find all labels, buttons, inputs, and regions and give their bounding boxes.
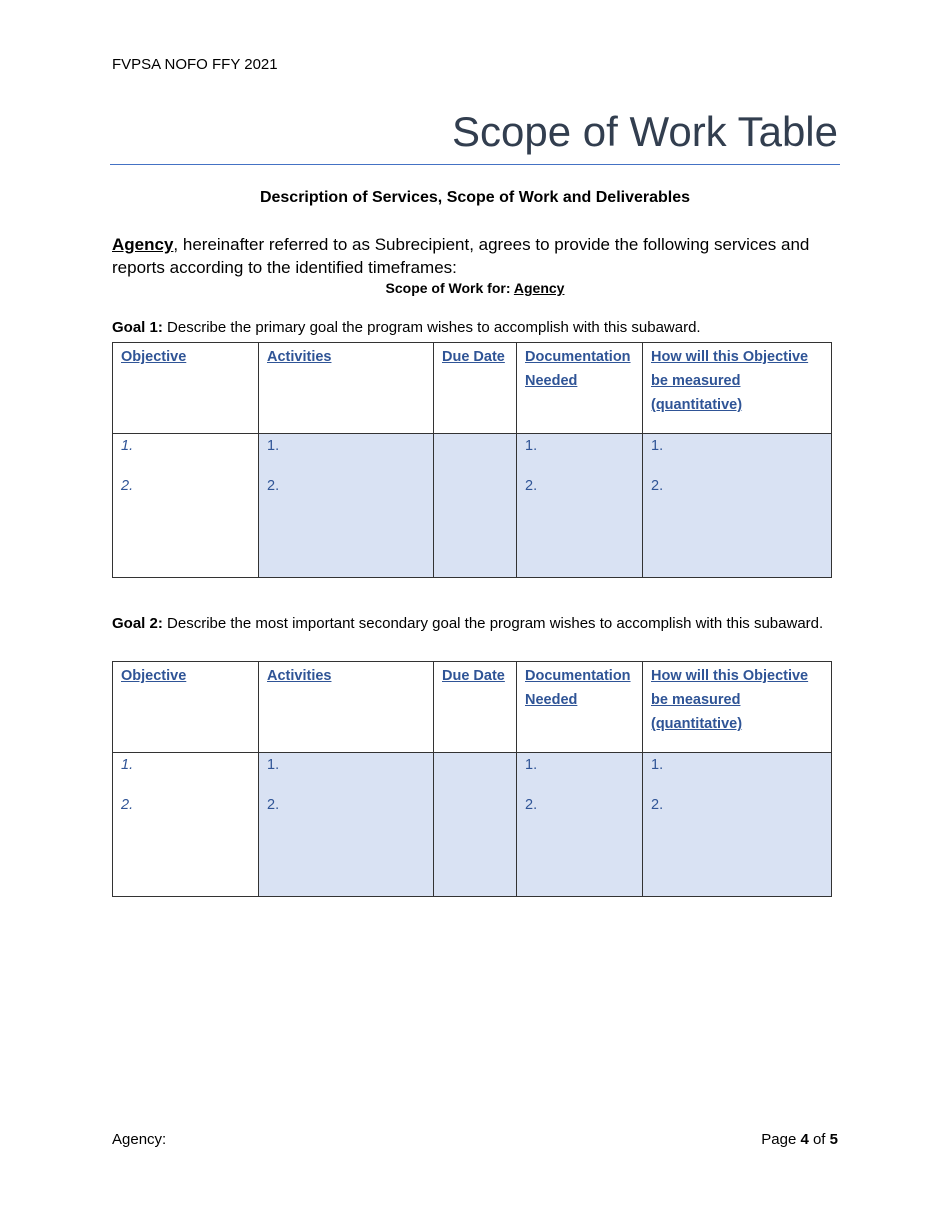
scope-of-work-for xyxy=(0,280,950,296)
list-item: 2. xyxy=(267,478,280,494)
header-due-date: Due Date xyxy=(442,668,505,684)
objective-cell[interactable] xyxy=(113,753,259,897)
page-title: Scope of Work Table xyxy=(452,108,838,155)
goal-1-table xyxy=(112,342,832,578)
goal-2-text: Describe the most important secondary goal the program wishes to accomplish with this subaward. xyxy=(162,615,824,632)
goal-2-description xyxy=(112,612,832,636)
document-header: FVPSA NOFO FFY 2021 xyxy=(112,56,278,73)
list-item: 1. xyxy=(525,757,538,773)
list-item: 1. xyxy=(121,757,134,773)
page-number xyxy=(761,1131,838,1148)
list-item: 1. xyxy=(651,438,664,454)
list-item: 1. xyxy=(267,757,280,773)
header-documentation-needed: Documentation Needed xyxy=(525,349,631,389)
list-item: 1. xyxy=(121,438,134,454)
list-item: 2. xyxy=(525,797,538,813)
documentation-cell[interactable] xyxy=(517,753,643,897)
intro-text: , hereinafter referred to as Subrecipient, agrees to provide the following services and reports according to the identified timeframes: xyxy=(112,235,810,277)
objective-cell[interactable] xyxy=(113,434,259,578)
list-item: 2. xyxy=(121,478,134,494)
section-subtitle: Description of Services, Scope of Work and Deliverables xyxy=(259,189,691,206)
page-prefix: Page xyxy=(761,1131,801,1148)
goal-2-label: Goal 2: xyxy=(112,615,163,632)
scope-label: Scope of Work for: xyxy=(385,280,514,296)
header-due-date: Due Date xyxy=(442,349,505,365)
list-item: 2. xyxy=(651,797,664,813)
list-item: 2. xyxy=(651,478,664,494)
header-objective: Objective xyxy=(121,349,187,365)
header-measurement: How will this Objective be measured (quantitative) xyxy=(651,349,809,413)
header-documentation-needed: Documentation Needed xyxy=(525,668,631,708)
header-objective: Objective xyxy=(121,668,187,684)
due-date-cell[interactable] xyxy=(434,434,517,578)
activities-cell[interactable] xyxy=(259,434,434,578)
list-item: 1. xyxy=(651,757,664,773)
header-measurement: How will this Objective be measured (quantitative) xyxy=(651,668,809,732)
table-row xyxy=(113,434,832,578)
due-date-cell[interactable] xyxy=(434,753,517,897)
goal-1-label: Goal 1: xyxy=(112,319,163,336)
footer-agency: Agency: xyxy=(112,1131,167,1148)
page-current: 4 xyxy=(800,1131,809,1148)
header-activities: Activities xyxy=(267,349,332,365)
intro-agency: Agency xyxy=(112,235,174,254)
list-item: 2. xyxy=(525,478,538,494)
activities-cell[interactable] xyxy=(259,753,434,897)
list-item: 2. xyxy=(267,797,280,813)
list-item: 1. xyxy=(267,438,280,454)
page-total: 5 xyxy=(829,1131,838,1148)
measurement-cell[interactable] xyxy=(643,434,832,578)
list-item: 2. xyxy=(121,797,134,813)
title-divider xyxy=(110,164,840,165)
list-item: 1. xyxy=(525,438,538,454)
goal-2-table xyxy=(112,661,832,897)
table-header-row xyxy=(113,662,832,753)
goal-1-description xyxy=(112,316,832,340)
table-row xyxy=(113,753,832,897)
page-of: of xyxy=(808,1131,830,1148)
measurement-cell[interactable] xyxy=(643,753,832,897)
table-header-row xyxy=(113,343,832,434)
goal-1-text: Describe the primary goal the program wishes to accomplish with this subaward. xyxy=(162,319,701,336)
header-activities: Activities xyxy=(267,668,332,684)
documentation-cell[interactable] xyxy=(517,434,643,578)
intro-paragraph xyxy=(112,233,838,279)
scope-agency: Agency xyxy=(513,280,565,296)
